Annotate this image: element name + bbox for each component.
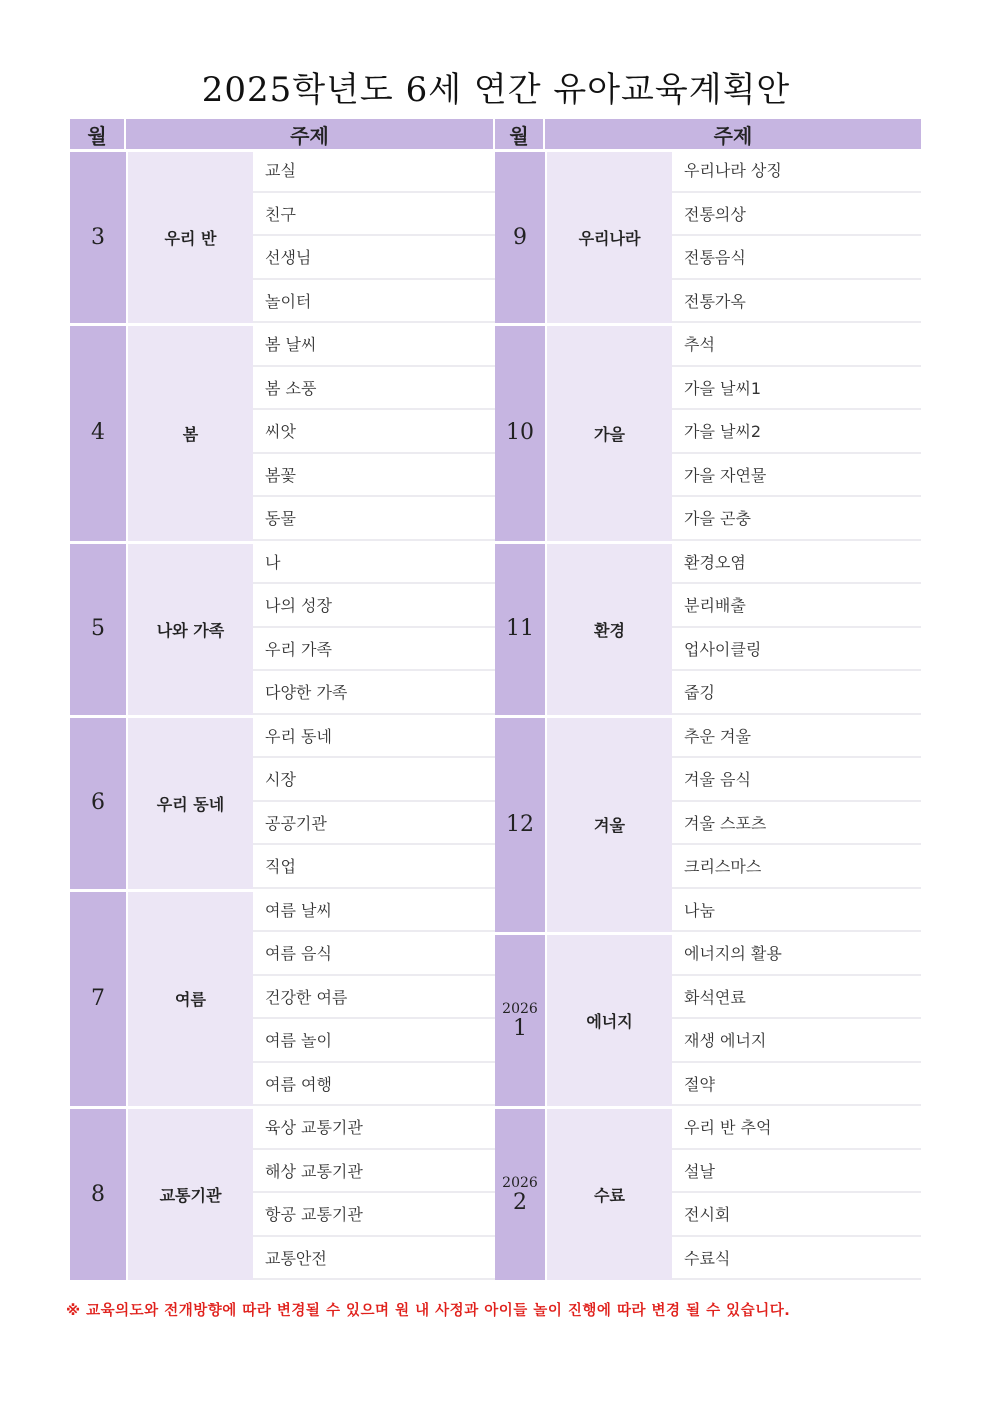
left-subtopic-cell: 해상 교통기관 — [253, 1150, 495, 1194]
left-subtopic-cell: 친구 — [253, 193, 495, 237]
right-subtopic-cell: 분리배출 — [672, 584, 921, 628]
right-theme-cell: 우리나라 — [545, 149, 672, 323]
month-number: 2 — [513, 1189, 527, 1215]
month-number: 3 — [91, 224, 105, 250]
right-subtopic-cell: 설날 — [672, 1150, 921, 1194]
right-month-cell — [495, 323, 545, 541]
page-title: 2025학년도 6세 연간 유아교육계획안 — [201, 70, 791, 110]
left-theme-cell: 나와 가족 — [126, 541, 253, 715]
right-subtopic-cell: 나눔 — [672, 889, 921, 933]
right-subtopic-cell: 겨울 음식 — [672, 758, 921, 802]
right-subtopic-cell: 크리스마스 — [672, 845, 921, 889]
left-month-cell — [70, 1106, 126, 1280]
right-subtopic-cell: 전통가옥 — [672, 280, 921, 324]
month-number: 6 — [91, 790, 105, 815]
left-subtopic-cell: 여름 여행 — [253, 1063, 495, 1107]
month-number: 7 — [91, 985, 105, 1011]
month-number: 4 — [91, 420, 105, 446]
header-month-right: 월 — [495, 119, 545, 149]
right-subtopic-cell: 가을 곤충 — [672, 497, 921, 541]
left-month-cell — [70, 149, 126, 323]
right-subtopic-cell: 줍깅 — [672, 671, 921, 715]
left-theme-cell: 우리 동네 — [126, 715, 253, 889]
left-subtopic-cell: 여름 놀이 — [253, 1019, 495, 1063]
right-subtopic-cell: 환경오염 — [672, 541, 921, 585]
right-subtopic-cell: 화석연료 — [672, 976, 921, 1020]
right-subtopic-cell: 가을 날씨1 — [672, 367, 921, 411]
month-number: 8 — [91, 1181, 105, 1207]
right-subtopic-cell: 수료식 — [672, 1237, 921, 1281]
right-theme-cell: 가을 — [545, 323, 672, 541]
left-month-cell — [70, 541, 126, 715]
left-subtopic-cell: 우리 동네 — [253, 715, 495, 759]
year-label: 2026 — [502, 1174, 538, 1191]
left-subtopic-cell: 선생님 — [253, 236, 495, 280]
right-theme-cell: 에너지 — [545, 932, 672, 1106]
left-month-cell — [70, 715, 126, 889]
left-subtopic-cell: 교실 — [253, 149, 495, 193]
left-subtopic-cell: 직업 — [253, 845, 495, 889]
left-month-cell — [70, 889, 126, 1107]
left-subtopic-cell: 동물 — [253, 497, 495, 541]
change-notice: ※ 교육의도와 전개방향에 따라 변경될 수 있으며 원 내 사정과 아이들 놀이 진행에 따라 변경 될 수 있습니다. — [66, 1303, 791, 1319]
left-subtopic-cell: 시장 — [253, 758, 495, 802]
left-subtopic-cell: 교통안전 — [253, 1237, 495, 1281]
left-subtopic-cell: 공공기관 — [253, 802, 495, 846]
right-subtopic-cell: 추운 겨울 — [672, 715, 921, 759]
left-month-cell — [70, 323, 126, 541]
left-subtopic-cell: 씨앗 — [253, 410, 495, 454]
right-month-cell — [495, 149, 545, 323]
left-subtopic-cell: 나의 성장 — [253, 584, 495, 628]
left-theme-cell: 봄 — [126, 323, 253, 541]
left-subtopic-cell: 건강한 여름 — [253, 976, 495, 1020]
left-subtopic-cell: 봄 소풍 — [253, 367, 495, 411]
right-theme-cell: 수료 — [545, 1106, 672, 1280]
month-number: 12 — [506, 811, 534, 837]
left-subtopic-cell: 놀이터 — [253, 280, 495, 324]
right-subtopic-cell: 가을 날씨2 — [672, 410, 921, 454]
right-subtopic-cell: 전통음식 — [672, 236, 921, 280]
right-theme-cell: 환경 — [545, 541, 672, 715]
right-subtopic-cell: 겨울 스포츠 — [672, 802, 921, 846]
month-number: 10 — [506, 420, 534, 446]
left-subtopic-cell: 여름 음식 — [253, 932, 495, 976]
annual-plan-table — [70, 119, 921, 1280]
left-subtopic-cell: 봄꽃 — [253, 454, 495, 498]
left-subtopic-cell: 봄 날씨 — [253, 323, 495, 367]
right-month-cell — [495, 932, 545, 1106]
month-number: 5 — [91, 616, 105, 641]
left-theme-cell: 우리 반 — [126, 149, 253, 323]
right-subtopic-cell: 재생 에너지 — [672, 1019, 921, 1063]
header-month-left: 월 — [70, 119, 126, 149]
right-month-cell — [495, 715, 545, 933]
left-subtopic-cell: 우리 가족 — [253, 628, 495, 672]
header-theme-left: 주제 — [126, 119, 495, 149]
right-subtopic-cell: 전통의상 — [672, 193, 921, 237]
right-subtopic-cell: 절약 — [672, 1063, 921, 1107]
year-label: 2026 — [502, 1000, 538, 1017]
left-subtopic-cell: 나 — [253, 541, 495, 585]
header-theme-right: 주제 — [545, 119, 921, 149]
right-subtopic-cell: 업사이클링 — [672, 628, 921, 672]
left-subtopic-cell: 항공 교통기관 — [253, 1193, 495, 1237]
right-subtopic-cell: 추석 — [672, 323, 921, 367]
right-subtopic-cell: 우리나라 상징 — [672, 149, 921, 193]
left-theme-cell: 교통기관 — [126, 1106, 253, 1280]
left-subtopic-cell: 육상 교통기관 — [253, 1106, 495, 1150]
right-theme-cell: 겨울 — [545, 715, 672, 933]
right-subtopic-cell: 전시회 — [672, 1193, 921, 1237]
right-month-cell — [495, 541, 545, 715]
left-theme-cell: 여름 — [126, 889, 253, 1107]
left-subtopic-cell: 여름 날씨 — [253, 889, 495, 933]
month-number: 1 — [513, 1015, 527, 1041]
month-number: 11 — [506, 616, 534, 641]
left-subtopic-cell: 다양한 가족 — [253, 671, 495, 715]
month-number: 9 — [513, 224, 527, 250]
right-subtopic-cell: 에너지의 활용 — [672, 932, 921, 976]
right-month-cell — [495, 1106, 545, 1280]
right-subtopic-cell: 우리 반 추억 — [672, 1106, 921, 1150]
right-subtopic-cell: 가을 자연물 — [672, 454, 921, 498]
